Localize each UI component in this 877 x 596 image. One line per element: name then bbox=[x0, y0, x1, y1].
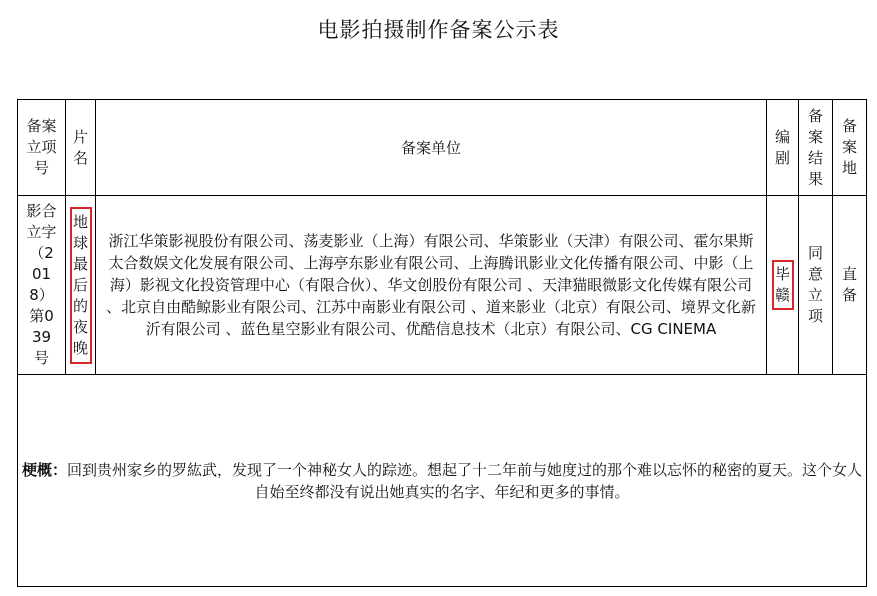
screenwriter-value: 毕赣 bbox=[774, 265, 790, 304]
header-record-no bbox=[18, 100, 66, 196]
record-no-value: 影合立字（2018）第039号 bbox=[26, 202, 57, 367]
cell-units bbox=[96, 196, 767, 375]
units-value: 浙江华策影视股份有限公司、荡麦影业（上海）有限公司、华策影业（天津）有限公司、霍尔果斯太合数娱文化发展有限公司、上海亭东影业有限公司、上海腾讯影业文化传播有限公司、中影（上海）影视文化投资管理中心（有限合伙）、华文创股份有限公司 、天津猫眼微影文化传媒有限公司 、北京自由酷鲸影业有限公司、江苏中南影业有限公司 、道来影业（北京）有限公司、境界文化新沂有限公司 、蓝色星空影业有限公司、优酷信息技术（北京）有限公司、CG CINEMA bbox=[106, 232, 756, 338]
header-record-no-label: 备案立项号 bbox=[26, 117, 57, 177]
header-screenwriter-label: 编剧 bbox=[774, 127, 790, 167]
film-title-value: 地球最后的夜晚 bbox=[72, 212, 88, 357]
synopsis-text: 回到贵州家乡的罗紘武，发现了一个神秘女人的踪迹。想起了十二年前与她度过的那个难以忘怀的秘密的夏天。这个女人自始至终都没有说出她真实的名字、年纪和更多的事情。 bbox=[67, 460, 863, 501]
cell-film-title bbox=[66, 196, 96, 375]
header-result-label: 备案结果 bbox=[807, 106, 823, 188]
header-location bbox=[833, 100, 867, 196]
screenwriter-highlight bbox=[772, 260, 794, 310]
table-header-row bbox=[18, 100, 867, 196]
header-units bbox=[96, 100, 767, 196]
synopsis-label: 梗概： bbox=[21, 460, 67, 479]
record-table bbox=[17, 99, 867, 587]
header-location-label: 备案地 bbox=[841, 117, 857, 177]
table-row bbox=[18, 196, 867, 375]
cell-location bbox=[833, 196, 867, 375]
header-film-title-label: 片名 bbox=[72, 127, 88, 167]
page-title: 电影拍摄制作备案公示表 bbox=[317, 18, 560, 42]
cell-screenwriter bbox=[767, 196, 799, 375]
cell-record-no bbox=[18, 196, 66, 375]
film-title-highlight bbox=[70, 207, 92, 364]
result-value: 同意立项 bbox=[807, 244, 823, 325]
header-result bbox=[799, 100, 833, 196]
header-film-title bbox=[66, 100, 96, 196]
header-units-label: 备案单位 bbox=[400, 139, 461, 157]
location-value: 直备 bbox=[841, 265, 857, 304]
synopsis-row bbox=[18, 375, 867, 587]
header-screenwriter bbox=[767, 100, 799, 196]
synopsis-cell bbox=[18, 375, 867, 587]
cell-result bbox=[799, 196, 833, 375]
